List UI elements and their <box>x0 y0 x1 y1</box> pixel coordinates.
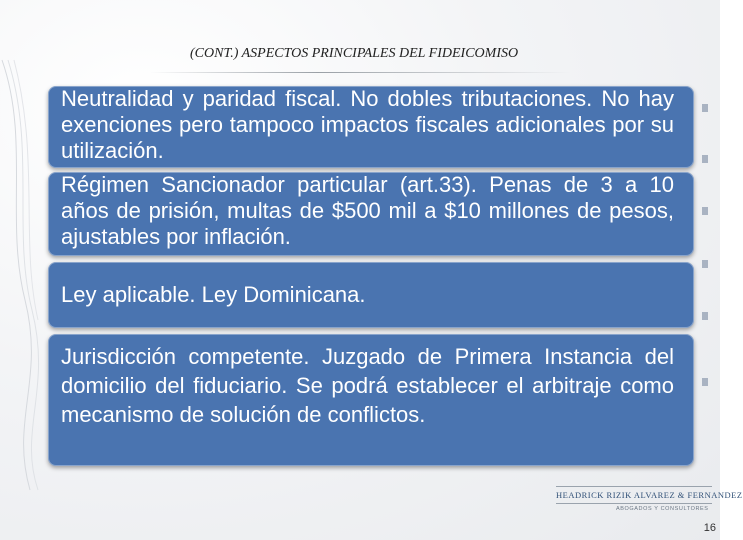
card-text: Régimen Sancionador particular (art.33). Penas de 3 a 10 años de prisión, multas de $500 mil a $10 millones de pesos, ajustables por inflación. <box>61 172 674 249</box>
card-text: Ley aplicable. Ley Dominicana. <box>61 282 366 307</box>
bullet-square-icon <box>702 378 708 386</box>
content-card-applicable-law <box>48 262 694 328</box>
firm-tagline: ABOGADOS Y CONSULTORES <box>616 506 709 512</box>
decorative-left-lines <box>0 60 40 490</box>
bullet-square-icon <box>702 104 708 112</box>
title-divider <box>150 72 570 73</box>
bullet-square-icon <box>702 155 708 163</box>
slide-title: (CONT.) ASPECTOS PRINCIPALES DEL FIDEICOMISO <box>190 46 519 61</box>
card-text: Neutralidad y paridad fiscal. No dobles tributaciones. No hay exenciones pero tampoco impactos fiscales adicionales por su utilización. <box>61 86 674 163</box>
content-card-sanctions <box>48 172 694 256</box>
card-text: Jurisdicción competente. Juzgado de Primera Instancia del domicilio del fiduciario. Se podrá establecer el arbitraje como mecanismo de solución de conflictos. <box>61 344 674 427</box>
bullet-square-icon <box>702 260 708 268</box>
bullet-square-icon <box>702 312 708 320</box>
content-card-fiscal-neutrality <box>48 86 694 168</box>
firm-logo <box>556 486 743 520</box>
firm-name: HEADRICK RIZIK ALVAREZ & FERNANDEZ <box>556 486 712 504</box>
bullet-square-icon <box>702 207 708 215</box>
page-number: 16 <box>703 522 716 534</box>
content-card-jurisdiction <box>48 334 694 466</box>
